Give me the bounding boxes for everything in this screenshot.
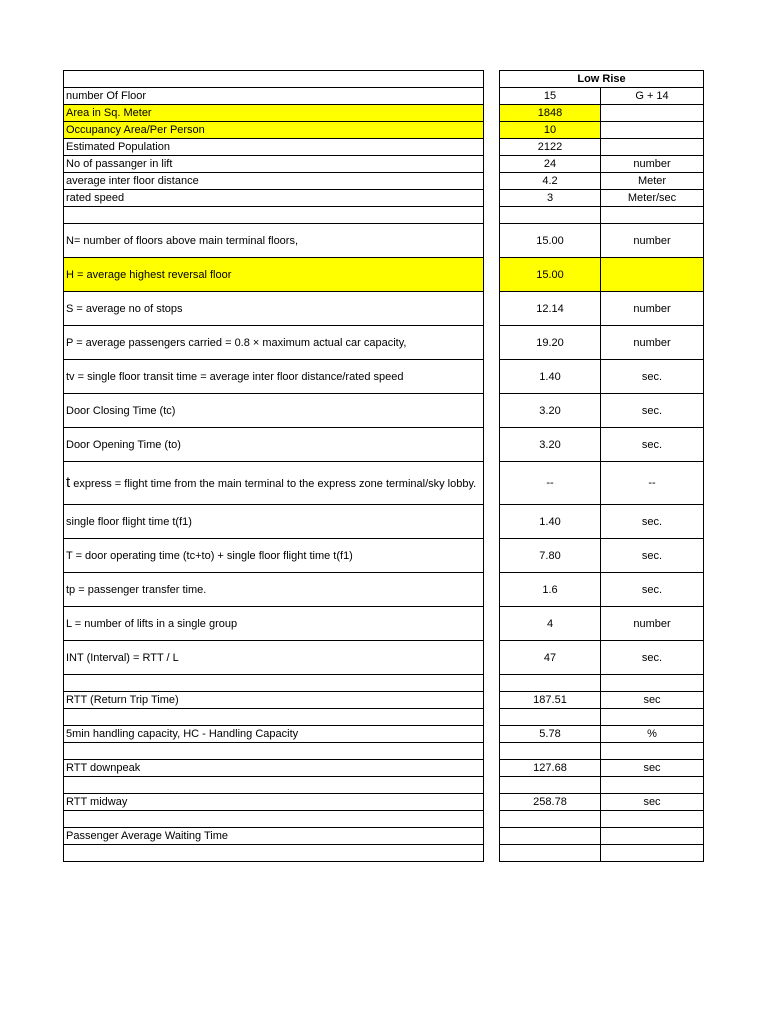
value-cell[interactable] bbox=[500, 828, 601, 845]
unit-cell[interactable] bbox=[601, 743, 704, 760]
value-cell[interactable]: 12.14 bbox=[500, 292, 601, 326]
unit-cell[interactable]: sec. bbox=[601, 394, 704, 428]
low-rise-header[interactable]: Low Rise bbox=[500, 71, 704, 88]
row-label[interactable]: INT (Interval) = RTT / L bbox=[64, 641, 484, 675]
row-label[interactable]: No of passanger in lift bbox=[64, 156, 484, 173]
value-cell[interactable] bbox=[500, 675, 601, 692]
value-cell[interactable]: 3.20 bbox=[500, 394, 601, 428]
unit-cell[interactable]: sec. bbox=[601, 539, 704, 573]
value-cell[interactable] bbox=[500, 811, 601, 828]
unit-cell[interactable]: sec bbox=[601, 760, 704, 777]
unit-cell[interactable]: G + 14 bbox=[601, 88, 704, 105]
unit-cell[interactable] bbox=[601, 122, 704, 139]
value-cell[interactable]: 4.2 bbox=[500, 173, 601, 190]
value-cell[interactable] bbox=[500, 207, 601, 224]
unit-cell[interactable]: -- bbox=[601, 462, 704, 505]
unit-cell[interactable]: Meter bbox=[601, 173, 704, 190]
unit-cell[interactable]: sec. bbox=[601, 360, 704, 394]
unit-cell[interactable] bbox=[601, 709, 704, 726]
value-cell[interactable]: 24 bbox=[500, 156, 601, 173]
unit-cell[interactable]: sec bbox=[601, 794, 704, 811]
row-label[interactable]: number Of Floor bbox=[64, 88, 484, 105]
value-cell[interactable]: 1.6 bbox=[500, 573, 601, 607]
value-cell[interactable]: 187.51 bbox=[500, 692, 601, 709]
value-cell[interactable] bbox=[500, 743, 601, 760]
row-label[interactable]: 5min handling capacity, HC - Handling Capacity bbox=[64, 726, 484, 743]
value-cell[interactable]: 4 bbox=[500, 607, 601, 641]
row-label[interactable] bbox=[64, 811, 484, 828]
unit-cell[interactable]: number bbox=[601, 292, 704, 326]
value-cell[interactable]: 15 bbox=[500, 88, 601, 105]
value-cell[interactable]: 3 bbox=[500, 190, 601, 207]
row-label[interactable]: L = number of lifts in a single group bbox=[64, 607, 484, 641]
value-cell[interactable]: 19.20 bbox=[500, 326, 601, 360]
row-label[interactable]: Passenger Average Waiting Time bbox=[64, 828, 484, 845]
value-cell[interactable]: -- bbox=[500, 462, 601, 505]
unit-cell[interactable]: number bbox=[601, 326, 704, 360]
row-label[interactable]: N= number of floors above main terminal floors, bbox=[64, 224, 484, 258]
unit-cell[interactable]: number bbox=[601, 607, 704, 641]
row-label[interactable]: tp = passenger transfer time. bbox=[64, 573, 484, 607]
value-cell[interactable] bbox=[500, 709, 601, 726]
unit-cell[interactable] bbox=[601, 845, 704, 862]
unit-cell[interactable]: sec. bbox=[601, 641, 704, 675]
row-label[interactable]: Estimated Population bbox=[64, 139, 484, 156]
value-cell[interactable]: 127.68 bbox=[500, 760, 601, 777]
unit-cell[interactable]: number bbox=[601, 224, 704, 258]
row-label[interactable]: S = average no of stops bbox=[64, 292, 484, 326]
unit-cell[interactable] bbox=[601, 675, 704, 692]
value-cell[interactable]: 5.78 bbox=[500, 726, 601, 743]
value-cell[interactable] bbox=[500, 777, 601, 794]
value-cell[interactable]: 2122 bbox=[500, 139, 601, 156]
value-cell[interactable]: 1.40 bbox=[500, 360, 601, 394]
value-cell[interactable]: 10 bbox=[500, 122, 601, 139]
t-symbol: t bbox=[66, 473, 71, 491]
unit-cell[interactable] bbox=[601, 207, 704, 224]
unit-cell[interactable] bbox=[601, 258, 704, 292]
unit-cell[interactable] bbox=[601, 105, 704, 122]
row-label[interactable]: P = average passengers carried = 0.8 × maximum actual car capacity, bbox=[64, 326, 484, 360]
value-cell[interactable]: 15.00 bbox=[500, 224, 601, 258]
row-label[interactable]: H = average highest reversal floor bbox=[64, 258, 484, 292]
row-label[interactable] bbox=[64, 675, 484, 692]
unit-cell[interactable]: % bbox=[601, 726, 704, 743]
row-label-express[interactable] bbox=[64, 462, 484, 505]
blank-cell[interactable] bbox=[64, 71, 484, 88]
unit-cell[interactable] bbox=[601, 139, 704, 156]
row-label[interactable]: RTT (Return Trip Time) bbox=[64, 692, 484, 709]
row-label[interactable] bbox=[64, 777, 484, 794]
row-label[interactable]: average inter floor distance bbox=[64, 173, 484, 190]
row-label[interactable]: Door Closing Time (tc) bbox=[64, 394, 484, 428]
row-label[interactable]: single floor flight time t(f1) bbox=[64, 505, 484, 539]
row-label[interactable] bbox=[64, 207, 484, 224]
value-cell[interactable]: 7.80 bbox=[500, 539, 601, 573]
value-cell[interactable]: 3.20 bbox=[500, 428, 601, 462]
row-label[interactable]: Area in Sq. Meter bbox=[64, 105, 484, 122]
unit-cell[interactable]: sec bbox=[601, 692, 704, 709]
row-label[interactable]: tv = single floor transit time = average inter floor distance/rated speed bbox=[64, 360, 484, 394]
value-cell[interactable]: 1848 bbox=[500, 105, 601, 122]
unit-cell[interactable]: sec. bbox=[601, 573, 704, 607]
value-cell[interactable]: 47 bbox=[500, 641, 601, 675]
unit-cell[interactable]: sec. bbox=[601, 505, 704, 539]
parameter-label-table bbox=[63, 70, 484, 862]
row-label[interactable] bbox=[64, 845, 484, 862]
unit-cell[interactable]: sec. bbox=[601, 428, 704, 462]
row-label[interactable]: rated speed bbox=[64, 190, 484, 207]
unit-cell[interactable] bbox=[601, 777, 704, 794]
row-label[interactable] bbox=[64, 709, 484, 726]
value-cell[interactable] bbox=[500, 845, 601, 862]
unit-cell[interactable] bbox=[601, 811, 704, 828]
low-rise-value-table bbox=[499, 70, 704, 862]
row-label[interactable]: RTT midway bbox=[64, 794, 484, 811]
row-label[interactable]: RTT downpeak bbox=[64, 760, 484, 777]
value-cell[interactable]: 1.40 bbox=[500, 505, 601, 539]
row-label[interactable] bbox=[64, 743, 484, 760]
row-label[interactable]: Door Opening Time (to) bbox=[64, 428, 484, 462]
value-cell[interactable]: 15.00 bbox=[500, 258, 601, 292]
row-label[interactable]: T = door operating time (tc+to) + single floor flight time t(f1) bbox=[64, 539, 484, 573]
unit-cell[interactable]: Meter/sec bbox=[601, 190, 704, 207]
value-cell[interactable]: 258.78 bbox=[500, 794, 601, 811]
unit-cell[interactable] bbox=[601, 828, 704, 845]
row-label: express = flight time from the main terminal to the express zone terminal/sky lobby. bbox=[70, 477, 477, 490]
unit-cell[interactable]: number bbox=[601, 156, 704, 173]
row-label[interactable]: Occupancy Area/Per Person bbox=[64, 122, 484, 139]
